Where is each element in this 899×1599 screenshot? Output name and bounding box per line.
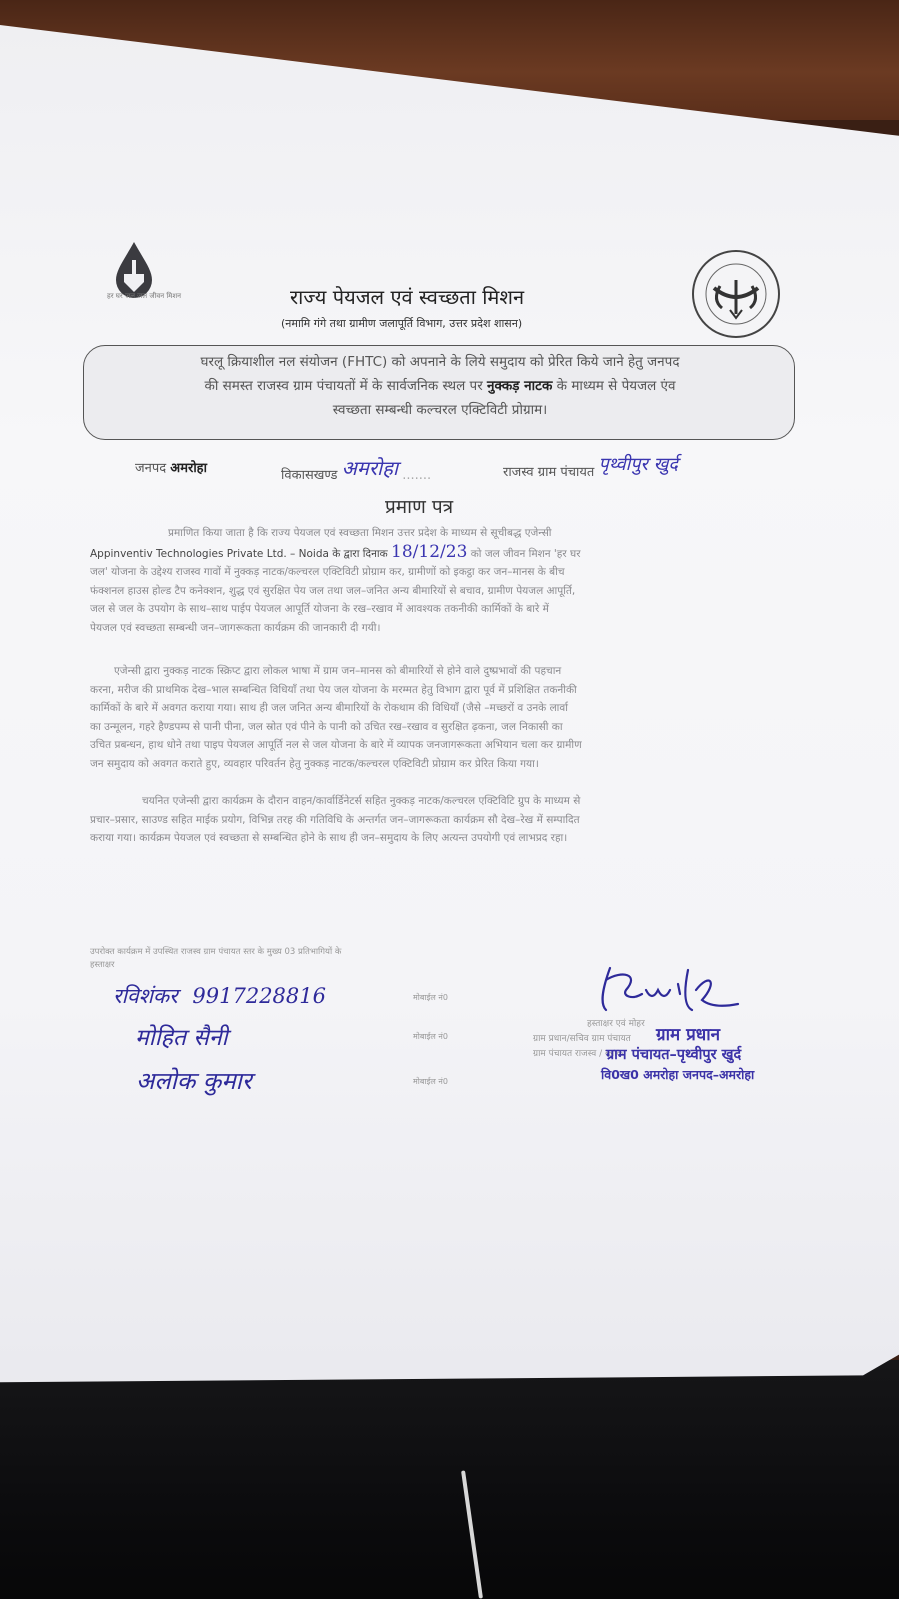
participant-3-mobile-label: मोबाईल नं0 <box>413 1077 448 1086</box>
program-date-handwritten: 18/12/23 <box>391 541 468 562</box>
pradhan-caption: हस्ताक्षर एवं मोहर ग्राम प्रधान/सचिव ग्राम पंचायत ग्राम पंचायत राजस्व / ब्लाक <box>533 1019 645 1059</box>
left-logo-caption: हर घर जल जल जीवन मिशन <box>106 292 181 300</box>
up-government-emblem-icon <box>690 248 782 340</box>
letterhead-title: राज्य पेयजल एवं स्वच्छता मिशन <box>290 285 525 309</box>
water-drop-logo-icon <box>104 240 194 320</box>
stamp-line-3: वि0ख0 अमरोहा जनपद–अमरोहा <box>601 1067 755 1082</box>
certificate-title: प्रमाण पत्र <box>385 496 454 518</box>
panchayat-field: राजस्व ग्राम पंचायत पृथ्वीपुर खुर्द <box>503 454 678 480</box>
letterhead-subtitle: (नमामि गंगे तथा ग्रामीण जलापूर्ति विभाग, उत्तर प्रदेश शासन) <box>281 317 523 330</box>
block-field: विकासखण्ड अमरोहा ....... <box>281 456 432 483</box>
participant-2-signature: मोहित सैनी <box>135 1025 228 1051</box>
paragraph-3: चयनित एजेन्सी द्वारा कार्यक्रम के दौरान वाहन/कार्वार्डिनेटर्स सहित नुक्कड़ नाटक/कल्चरल एक्टिविटि ग्रुप के माध्यम से प्रचार–प्रसार, साउण्ड सहित माईक प्रयोग, विभिन्न तरह की गतिविधि के अन्तर्गत जन–जागरूकता कार्यक्रम सौ देख–रेख में सम्पादित कराया गया। कार्यक्रम पेयजल एवं स्वच्छता से सम्बन्धित होने के साथ ही जन–समुदाय के लिए अत्यन्त उपयोगी एवं लाभप्रद रहा। <box>90 795 581 844</box>
participant-1-mobile: 9917228816 <box>192 984 326 1008</box>
program-banner-text <box>100 350 780 422</box>
banner-line-3: स्वच्छता सम्बन्धी कल्चरल एक्टिविटी प्रोग्राम। <box>332 402 548 418</box>
participant-3-signature: अलोक कुमार <box>136 1067 252 1095</box>
signatures-intro: उपरोक्त कार्यक्रम में उपस्थित राजस्व ग्राम पंचायत स्तर के मुख्य 03 प्रतिभागियों के हस्ताक्षर <box>90 947 342 970</box>
participant-1-mobile-label: मोबाईल नं0 <box>413 993 448 1002</box>
stamp-line-2: ग्राम पंचायत–पृथ्वीपुर खुर्द <box>606 1047 742 1063</box>
paragraph-2: एजेन्सी द्वारा नुक्कड़ नाटक स्क्रिप्ट द्वारा लोकल भाषा में ग्राम जन–मानस को बीमारियों से होने वाले दुष्प्रभावों की पहचान करना, मरीज की प्राथमिक देख–भाल सम्बन्धित विधियाँ तथा पेय जल योजना के मरम्मत हेतु विभाग द्वारा पूर्व में प्रशिक्षित तकनीकी कार्मिकों के बारे में अवगत कराया गया। साथ ही जल जनित अन्य बीमारियों के रोकथाम की विधियाँ (जैसे –मच्छरों व उनके लार्वा का उन्मूलन, गहरे हैण्डपम्प से पानी पीना, जल स्रोत एवं पीने के पानी को उचित रख–रखाव व सुरक्षित ढ़कना, जल निकासी का उचित प्रबन्धन, हाथ धोने तथा पाइप पेयजल आपूर्ति नल से जल योजना के बारे में व्यापक जनजागरूकता अभियान चला कर ग्रामीण जन समुदाय को अवगत कराते हुए, व्यवहार परिवर्तन हेतु नुक्कड़ नाटक/कल्चरल एक्टिविटी प्रोग्राम कर प्रेरित किया गया। <box>90 665 582 770</box>
pradhan-signature <box>592 960 742 1020</box>
block-value-handwritten: अमरोहा <box>341 456 399 480</box>
district-value: अमरोहा <box>170 461 207 476</box>
paragraph-1: प्रमाणित किया जाता है कि राज्य पेयजल एवं स्वच्छता मिशन उत्तर प्रदेश के माध्यम से सूचीबद्ध एजेन्सी Appinventiv Technologies Private Ltd. – Noida के द्वारा दिनाक 18/12/23 को जल जीवन मिशन 'हर घर जल' योजना के उद्देश्य राजस्व गावों में नुक्कड़ नाटक/कल्चरल एक्टिविटी प्रोग्राम कर, ग्रामीणों को इकट्ठा कर जन–मानस के बीच फंक्शनल हाउस होल्ड टैप कनेक्शन, शुद्ध एवं सुरक्षित पेय जल तथा जल–जनित अन्य बीमारियों से बचाव, ग्रामीण पेयजल आपूर्ति, जल से जल के उपयोग के साथ–साथ पाईप पेयजल आपूर्ति योजना के रख–रखाव में आवश्यक तकनीकी कार्मिकों के बारे में पेयजल एवं स्वच्छता सम्बन्धी जन–जागरूकता कार्यक्रम की जानकारी दी गयी। <box>90 527 581 634</box>
nukkad-natak-bold: नुक्कड़ नाटक <box>487 378 553 394</box>
banner-line-2: की समस्त राजस्व ग्राम पंचायतों में के सार्वजनिक स्थल पर नुक्कड़ नाटक के माध्यम से पेयजल एंव <box>204 378 676 394</box>
participant-1-signature: रविशंकर 9917228816 <box>113 984 326 1008</box>
district-field: जनपद अमरोहा <box>135 461 207 476</box>
stamp-line-1: ग्राम प्रधान <box>656 1025 721 1045</box>
participant-2-mobile-label: मोबाईल नं0 <box>413 1032 448 1041</box>
banner-line-1: घरलू क्रियाशील नल संयोजन (FHTC) को अपनाने के लिये समुदाय को प्रेरित किये जाने हेतु जनपद <box>200 354 680 370</box>
panchayat-value-handwritten: पृथ्वीपुर खुर्द <box>598 454 678 475</box>
